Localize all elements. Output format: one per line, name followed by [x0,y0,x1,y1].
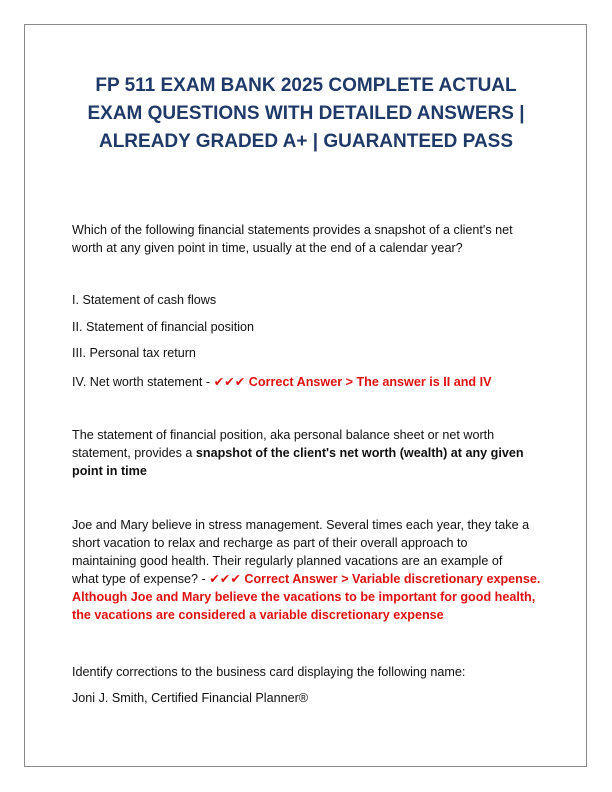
title-line-2: EXAM QUESTIONS WITH DETAILED ANSWERS | [87,103,525,124]
explanation-1-line-3: point in time [72,464,147,478]
question-2-line-1: Joe and Mary believe in stress management. Several times each year, they take a [72,518,530,532]
question-2-line-3: maintaining good health. Their regularly planned vacations are an example of [72,554,503,568]
question-2 [72,516,542,624]
answer-2-line-3: the vacations are considered a variable discretionary expense [72,608,444,622]
option-3: III. Personal tax return [72,346,196,360]
option-4 [72,373,542,391]
question-3 [72,663,542,707]
option-1: I. Statement of cash flows [72,293,217,307]
explanation-1-line-2-bold: snapshot of the client's net worth (wealth) at any given [195,446,524,460]
answer-2-line-2: Although Joe and Mary believe the vacations to be important for good health, [72,590,536,604]
title-line-3: ALREADY GRADED A+ | GUARANTEED PASS [98,131,514,152]
question-2-line-4-plain: what type of expense? - [72,572,210,586]
question-2-line-4 [72,570,542,588]
question-1 [72,221,542,257]
question-3-line-1: Identify corrections to the business card displaying the following name: [72,665,466,679]
explanation-1-line-2-plain: statement, provides a [72,446,196,460]
document-title [40,72,572,156]
explanation-1-line-1: The statement of financial position, aka personal balance sheet or net worth [72,428,495,442]
question-2-line-2: short vacation to relax and recharge as part of their overall approach to [72,536,468,550]
correct-answer-1: ✔✔✔ Correct Answer > The answer is II and IV [213,375,492,389]
question-1-line-2: worth at any given point in time, usually at the end of a calendar year? [72,241,463,255]
option-2: II. Statement of financial position [72,320,255,334]
question-3-line-2: Joni J. Smith, Certified Financial Planner® [72,691,309,705]
title-line-1: FP 511 EXAM BANK 2025 COMPLETE ACTUAL [95,75,517,96]
correct-answer-2: ✔✔✔ Correct Answer > Variable discretionary expense. [209,572,541,586]
option-4-text: IV. Net worth statement - [72,375,214,389]
explanation-1 [72,426,542,480]
question-1-line-1: Which of the following financial statements provides a snapshot of a client's net [72,223,513,237]
explanation-1-line-2 [72,444,542,462]
